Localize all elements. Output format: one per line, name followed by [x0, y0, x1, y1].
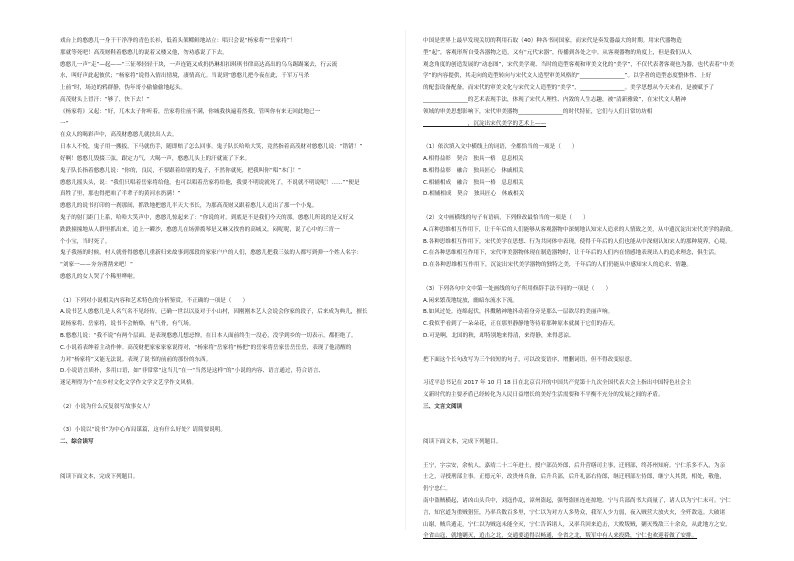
blank-line: [423, 343, 767, 355]
section-heading: 三、文言文阅读: [423, 403, 463, 410]
text-line: 那就等死吧！高茂财鞋着憨憨儿的说着又楼又他，勿劝惑说了下去。: [60, 49, 228, 56]
blank-line: [423, 201, 767, 213]
text-line: 跌跌撞撞地从人群里抓出来，追上一瞬沙，憨憨儿在场弹拨琴是又琳又找兽的高城又，闷呢呢，说了心中的三宵一: [60, 226, 340, 233]
underlined-line: ________________，沉淀出宋代美学的艺术上——: [423, 120, 547, 127]
question-3: （3）小说以“说书”为中心布局谋篇，这有什么好处？请简要说明。: [60, 427, 226, 434]
instruction-text: 阅读下面文本，完成下列题目。: [423, 439, 502, 446]
blank-line: [423, 366, 767, 378]
text-line: 型“起”，客观形所自受各器物之造，又有“元代宋器”，传播到各处之中。从客观器物的角度上，但是我们从人: [423, 49, 692, 56]
text-line: 观念角度的创造发展的“动态图”，宋代美学观、当时的造型客观和审美文化的“美学”，不仅代表著客观也为器，也代表着“中美: [423, 61, 734, 68]
text-line: 憨憨儿摇头头，说：“我们只唱着岳家将给他，也可以唱着岳家将给他，我要不明说就死了，不说就不明说呢！……”“便是: [60, 179, 360, 186]
blank-line: [60, 284, 404, 296]
text-line: 言，知官道为重贼猖狂，乃率兵数百多里，宁仁以为对方人多势众，我军人少力弱，夜入贼营大放火火，全歼敌寇。大破诸: [423, 509, 726, 516]
text-line: 日本人不悦，鬼子用一搬扳，下马就伤手，随即赔了怎么回事。鬼子队长哈哈大笑，竟然指着高茂财对憨憨儿说：“错错！”: [60, 144, 363, 151]
option-c: C.小说着表绅着主动作伸。高茂财把家家家家说得对，“杨家将”岳家将“杨把”的岳家将岳家岳岳岳岳，表现了他清醒的: [60, 344, 352, 351]
blank-line: [423, 449, 767, 461]
blank-line: [423, 414, 767, 426]
blank-line: [423, 272, 767, 284]
option-c: C.我似乎看到了一朵朵花，正在那里静静地等待着那种原本就属于它们的春天。: [423, 321, 619, 328]
column-divider: [405, 30, 406, 530]
option-d: D.可是啊，北国的秋，却特别地来得清，来得静，来得悲凉。: [423, 332, 575, 339]
left-column: [60, 36, 404, 484]
option-b: B.各种思维相互作用下，宋代美学在思想、行为共同体中表现，使得千年后的人们也能从中深刻认知宋人的那种境界，心境。: [423, 238, 731, 245]
question-1: （1）下列对小说相关内容和艺术特色的分析鉴赏，不正确的一项是（ ）: [60, 297, 249, 304]
blank-line: [60, 390, 404, 402]
option-a: A.百种思维相互作用下，让千年后的人们能够从客观器物中深刻地认知宋人追求的人情致之美，从中遗沉淀出宋代美学的韵致。: [423, 226, 737, 233]
option-b: B.憨憨儿说：“我不说”有两个层面，是表现憨憨儿想忌惮，在日本人面前终生一没必，没学到乡的一切表示，都拒绝了。: [60, 332, 357, 339]
text-line: “刘家一——夯夯凿凿来吧！”: [60, 262, 133, 269]
blank-line: [423, 130, 767, 142]
text-line: 憨憨儿一声“走”—起——“三征琴轻轻干块，一声连链又成扔扔琳扣扣琪琪书律高达高出的乌乌踢踢案去，行云流: [60, 61, 338, 68]
text-line: 仍宁忠仁。: [423, 486, 451, 493]
text-line: 鬼子我扬的时候，村人就骨得憨憨儿重新归来故事到那段的家家户户的人们，憨憨儿把我三弦的人都写到弹一个姓人名字：: [60, 250, 363, 257]
option-b: B.相得益彰 融合 独具匠心 休戚相关: [423, 167, 524, 174]
text-line: 好啊！憨憨儿毁掇三弦，跟定力气，大喝一声，憨憨儿头上的汗就流了下来。: [60, 155, 251, 162]
option-a: A.说书艺人憨憨儿是人名气名不见经传，已确一世以以及对于小山村，因刚刚本艺人会说会你家的段子，后来成为典儿，擅长: [60, 309, 368, 316]
underlined-line: 全省山寇，就地剿灭，追击之北，交通要道得以畅通，全省之北，叛军中有人来投降，宁仁也欢迎着做了安排。: [423, 533, 698, 540]
rewrite-instruction: 把下面这个长句改写为三个较短的句子，可以改变语序，增删词语，但不得改变原意。: [423, 356, 636, 363]
question-2: （2）文中画横线的句子有语病，下列修改最恰当的一项是（ ）: [423, 214, 589, 221]
text-line: 戏台上的憨憨儿一身干干净净的青色长衫，低着头架鳏鲑地站立：唱只会说“杨家将”“岳家将”！: [60, 38, 296, 44]
text-line: 的配套设备配备，而宋代的审美文化与宋代文人造型的“美学”，________________。美学思想从今天来看，是被赋予了: [423, 85, 715, 92]
question-2: （2）小说为什么反复叙写故事女人？: [60, 403, 154, 410]
option-c-cont: 力对“杨家将”又能无法说。表现了说书的前前的那份的东西。: [60, 356, 212, 363]
text-line: 《杨家将》又起：“好，兀木太子你听着，岳家将往前不满，你城我执遍着然我，管叫你有来无回此地已一: [60, 108, 321, 115]
option-a-cont: 说杨家将、岳家将，说书不会贿赂，有气骨，有气场。: [60, 321, 195, 328]
section-heading: 二、综合读写: [60, 439, 94, 446]
text-line: 义新时代的主要矛盾已经转化为人民日益增长的美好生活需要和不平衡不充分的发展之间的矛盾。: [423, 391, 664, 398]
option-c: C.相辅相成 融合 独具一格 息息相关: [423, 179, 524, 186]
option-d: D.小说语言质朴，多用口语，如“非常常“这当儿”在一“当然是这样”的“小说的内容、语言通过，符合语言、: [60, 368, 325, 375]
text-line: 南中盗贼横起，诸凶山头兵中，刘寇作乱，漳州盗起，强弩盗匪连连掠地。宁与兵部尚书大商量了，诸人以为宁仁未可。宁仁: [423, 498, 731, 505]
text-line: 在众人的喝彩声中，高茂财憨憨儿就扶出人去。: [60, 132, 178, 139]
text-line: 水，叫好声此起彼伏；“杨家将”说得入情出情境，凄情高亢。当说到“憨憨儿把今夜在此，千军万马杀: [60, 73, 310, 80]
right-column: [423, 36, 767, 543]
text-line: 高茂财头上冒汗：“够了，快下去！”: [60, 96, 150, 103]
text-line: 士之，寻授刑部主事。正德元年，改贵州兵备，后升兵部，后升礼部右侍郎，继迁刑部左侍郎，继宁人其贤，相处，敬他，: [423, 474, 726, 481]
text-line: ________________的艺术表现手法，体现了宋代人理性、内敛的人生志趣，被“清新雅致”，在宋代文人精神: [423, 96, 687, 103]
text-line: 王宁，字宗安，余杭人，嘉靖二十二年进士，授户部员外郎，后升营缮司主事，迁刑部，终苏州知府。宁仁乐多不入，为亲: [423, 462, 726, 469]
option-b: B.如风过处，连绵起伏，抖擞精神地抖动着身旁是那么一层欲尽的美丽声响。: [423, 309, 614, 316]
option-d-cont: 迷足理得为个”在乡村文化文学作文学文艺学作文风格。: [60, 380, 198, 387]
text-line: 习近平总书记在 2017 年 10 月 18 日在北京召开的中国共产党第十九次全国代表大会上指出中国特色社会主: [423, 380, 692, 387]
text-line: 鬼子队长指着憨憨儿说：“你的，良民，不要跟着给别的鬼子，不然你就死，把我叫你“唱”本门！”: [60, 167, 301, 174]
text-line: 中国是世界上最早发现关切的利用石取（40）种各书同国家，而宋代是奏发器最大的时期。用宋代器物造: [423, 38, 682, 44]
option-d: D.在各种思维相互作用下，沉淀出宋代美学器物的独特之美，千年后的人们仍能从中感知宋人的追求、情趣。: [423, 262, 692, 269]
text-line: 上前”时，场边的鸦群静，伪年哥小偷偷偷地起头。: [60, 85, 186, 92]
option-a: A.闲来繁茂地绽放，幽暗东流水下流。: [423, 297, 519, 304]
question-3: （3）下列各句中文中第一处画线的句子所用修辞手法不同的一项是（ ）: [423, 285, 612, 292]
text-line: 憨憨儿的说书打印的一刹那间，抓铁地把憨儿半天大书长，为那高茂财又跟着憨儿人追出了那一个小鬼。: [60, 203, 318, 210]
blank-line: [60, 461, 404, 473]
text-line: 领域的审美思想影响下，宋代审美器物________________的时代特征，它们与人们日常坊坊相: [423, 108, 653, 115]
blank-line: [60, 414, 404, 426]
text-line: 学”的内容提供，其走向的造型转向与宋代文人造型审美风格的“________________”。以学者的造型态度整体性、上好: [423, 73, 712, 80]
text-line: 鬼子的射门距门上系，哈哈大笑声中，憨憨儿惊起来了：“你说的对，到底是不是我们今天的那。憨憨儿所说的是又好又: [60, 214, 354, 221]
blank-line: [60, 449, 404, 461]
option-c: C.在各种思维相互作用下，宋代审美器物体现在制造器物时，让千年后的人们内在情感地表现出人的追求理念，俱生活。: [423, 250, 720, 257]
text-line: 山谢，贼兵遁走，宁仁以为贼寇未能全灭，宁仁告诉诸人，又率兵回来追击，大败叛贼，剿灭残敌三十余众，从此地方之安。: [423, 521, 731, 528]
option-a: A.相得益彰 契合 独具一格 息息相关: [423, 155, 524, 162]
text-line: 个小宝，当时死了。: [60, 238, 111, 245]
option-d: D.相辅相成 契合 独具匠心 休戚相关: [423, 191, 525, 198]
instruction-text: 阅读下面文本，完成下列题目。: [60, 474, 139, 481]
text-line: 真牲了里，那也得把咱了半辈子的黄河水扔满！”: [60, 191, 181, 198]
text-line: 憨憨儿的女人哭了个稀里哗啦。: [60, 273, 139, 280]
question-1: （1）依次填入文中横线上的词语，全都恰当的一项是（ ）: [423, 144, 578, 151]
blank-line: [423, 425, 767, 437]
text-line: 一”: [60, 120, 69, 127]
